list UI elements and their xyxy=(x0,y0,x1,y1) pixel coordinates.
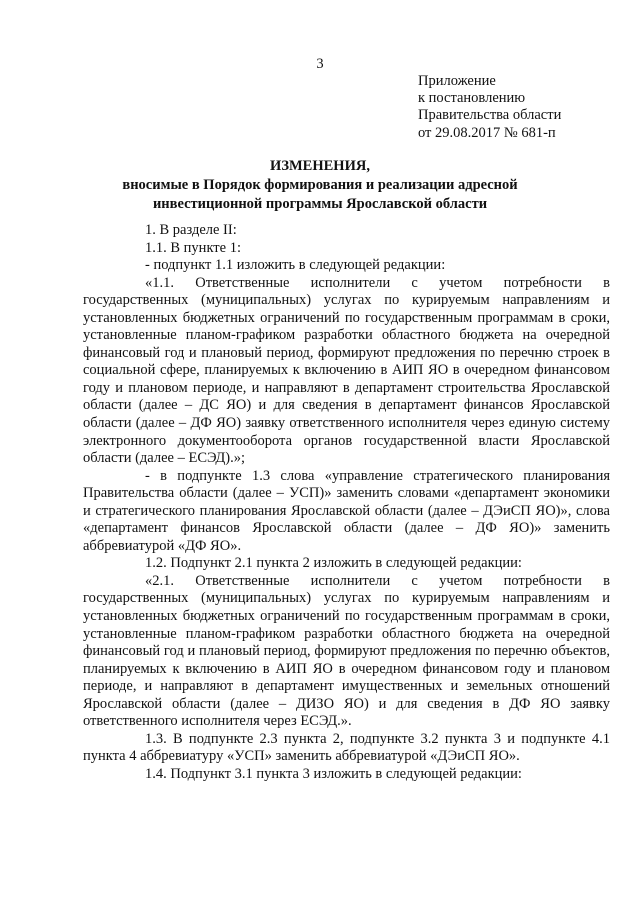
annex-block xyxy=(418,73,561,142)
document-title xyxy=(0,157,640,214)
paragraph: 1.1. В пункте 1: xyxy=(145,239,241,256)
paragraph: - подпункт 1.1 изложить в следующей редакции: xyxy=(145,257,446,274)
page-number: 3 xyxy=(316,56,324,72)
title-line: инвестиционной программы Ярославской области xyxy=(152,196,488,212)
paragraph: 1.2. Подпункт 2.1 пункта 2 изложить в следующей редакции: xyxy=(145,555,522,572)
document-body xyxy=(83,222,610,784)
paragraph: 1. В разделе II: xyxy=(145,222,237,238)
paragraph: 1.3. В подпункте 2.3 пункта 2, подпункте 3.2 пункта 3 и подпункте 4.1 пункта 4 аббревиатуру «УСП» заменить аббревиатурой «ДЭиСП ЯО». xyxy=(83,730,610,765)
paragraph: «1.1. Ответственные исполнители с учетом потребности в государственных (муниципальных) услугах по курируемым направлениям и установленных бюджетных ограничений по государственным программам в сроки, установленные планом-графиком разработки областного бюджета на очередной финансовый год и плановый период, формируют предложения по перечню строек в социальной сфере, планируемых к включению в АИП ЯО в очередном финансовом году и плановом периоде, и направляют в департамент строительства Ярославской области (далее – ДС ЯО) и для сведения в департамент финансов Ярославской области (далее – ДФ ЯО) заявку ответственного исполнителя через единую систему электронного документооборота органов государственной власти Ярославской области (далее – ЕСЭД).»; xyxy=(83,274,610,467)
annex-line: от 29.08.2017 № 681-п xyxy=(418,124,556,141)
title-line: вносимые в Порядок формирования и реализации адресной xyxy=(122,177,518,193)
annex-line: к постановлению xyxy=(418,90,526,107)
title-line: ИЗМЕНЕНИЯ, xyxy=(270,158,370,174)
annex-line: Приложение xyxy=(418,73,496,89)
paragraph: 1.4. Подпункт 3.1 пункта 3 изложить в следующей редакции: xyxy=(145,765,522,782)
annex-line: Правительства области xyxy=(418,107,562,124)
paragraph: - в подпункте 1.3 слова «управление стратегического планирования Правительства области (далее – УСП)» заменить словами «департамент экономики и стратегического планирования Ярославской области (далее – ДЭиСП ЯО)», слова «департамент финансов Ярославской области (далее – ДФ ЯО)» заменить аббревиатурой «ДФ ЯО». xyxy=(83,467,610,554)
paragraph: «2.1. Ответственные исполнители с учетом потребности в государственных (муниципальных) услугах по курируемым направлениям и установленных бюджетных ограничений по государственным программам в сроки, установленные планом-графиком разработки областного бюджета на очередной финансовый год и плановый период, формируют предложения по перечню объектов, планируемых к включению в АИП ЯО в очередном финансовом году и плановом периоде, и направляют в департамент имущественных и земельных отношений Ярославской области (далее – ДИЗО ЯО) и для сведения в ДФ ЯО заявку ответственного исполнителя через ЕСЭД.». xyxy=(83,572,610,730)
